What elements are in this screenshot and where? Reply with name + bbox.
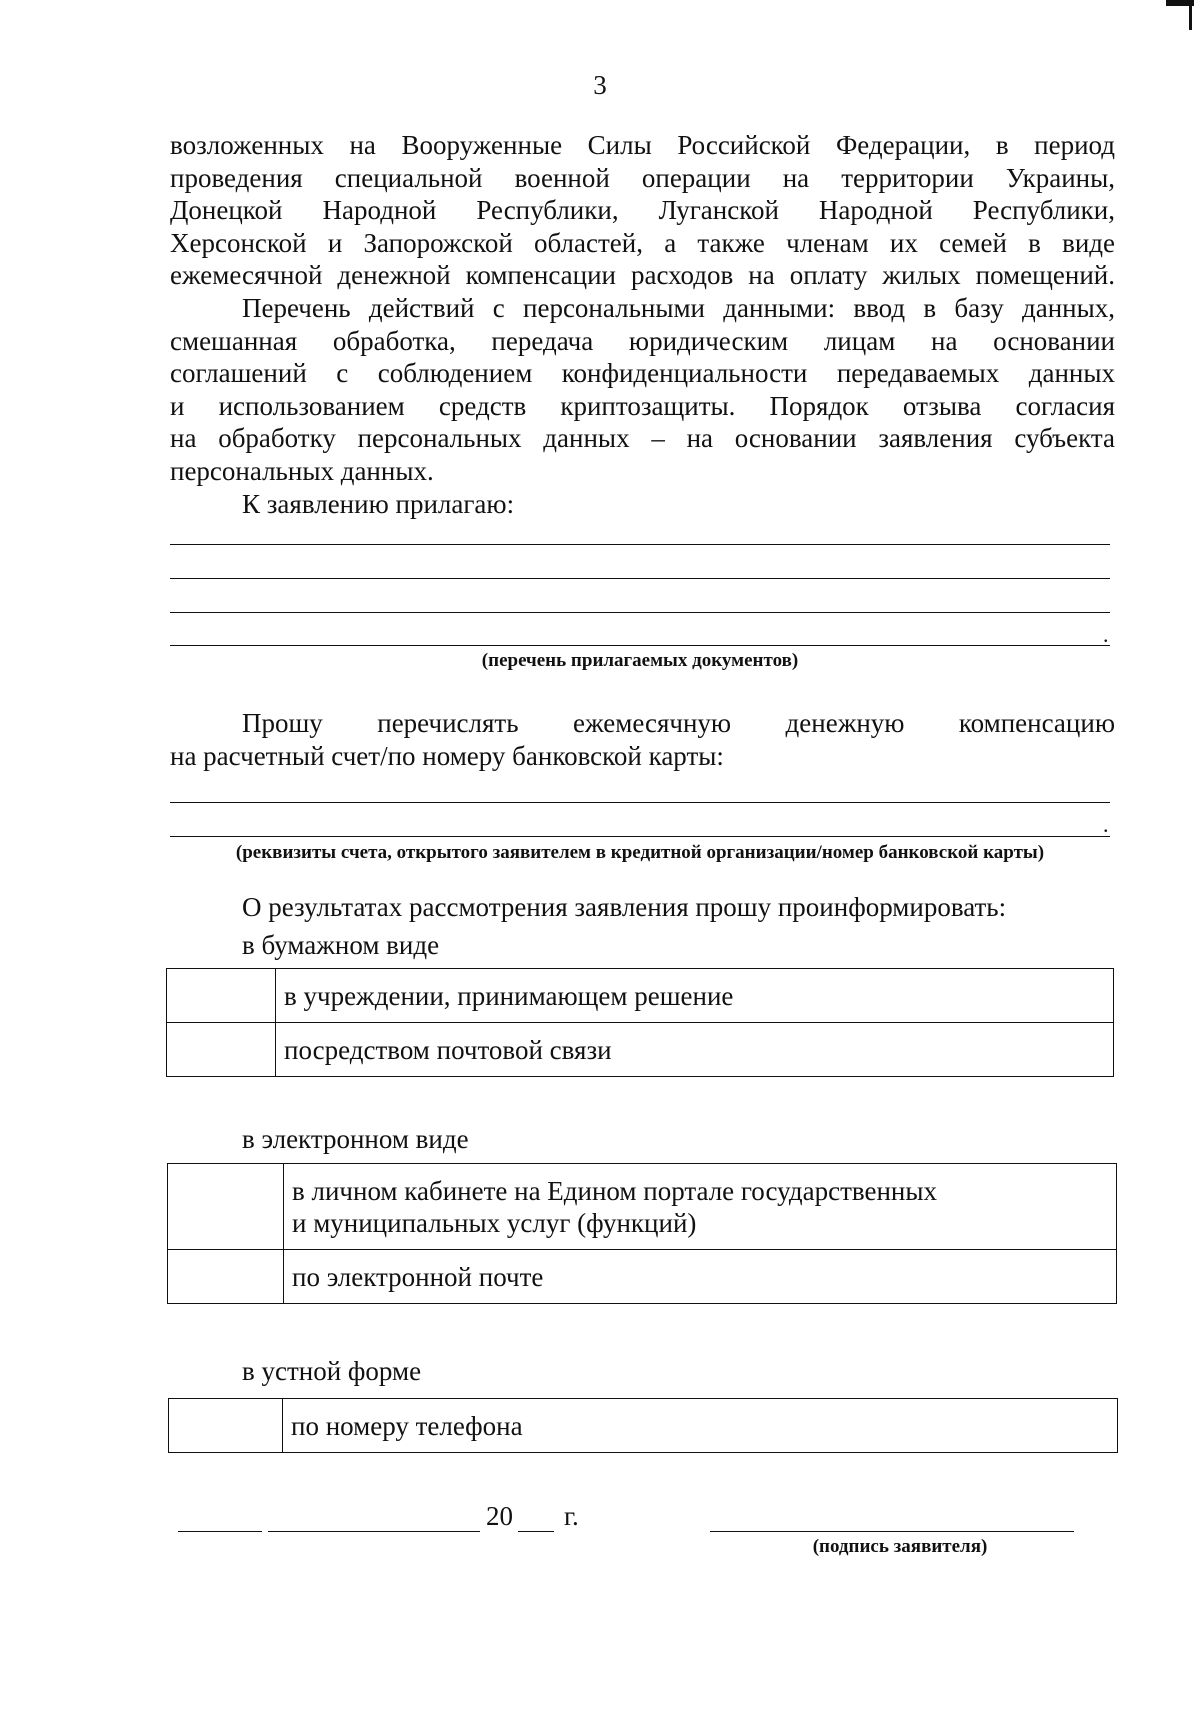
account-details-end-dot: .	[1103, 812, 1109, 837]
date-year-suffix: г.	[564, 1501, 579, 1531]
option-checkbox[interactable]	[167, 1023, 276, 1077]
option-label-line: и муниципальных услуг (функций)	[292, 1207, 697, 1238]
option-label: посредством почтовой связи	[276, 1023, 1114, 1077]
attachments-line-1[interactable]	[170, 544, 1110, 545]
paper-form-heading: в бумажном виде	[242, 930, 440, 960]
text-line: и использованием средств криптозащиты. Порядок отзыва согласия	[170, 390, 1115, 421]
attachments-end-dot: .	[1103, 622, 1109, 647]
text-line: Перечень действий с персональными данными: ввод в базу данных,	[242, 293, 1115, 323]
text-line: на расчетный счет/по номеру банковской карты:	[170, 740, 724, 771]
paragraph-continuation	[170, 129, 1115, 292]
attachments-heading: К заявлению прилагаю:	[242, 489, 515, 519]
paragraph-personal-data	[170, 292, 1115, 487]
date-year-field[interactable]	[518, 1531, 554, 1532]
attachments-line-3[interactable]	[170, 612, 1110, 613]
option-row	[169, 1399, 1118, 1453]
text-line: на обработку персональных данных – на основании заявления субъекта	[170, 423, 1115, 453]
option-checkbox[interactable]	[169, 1399, 283, 1453]
account-details-caption: (реквизиты счета, открытого заявителем в кредитной организации/номер банковской карты)	[235, 842, 1045, 863]
oral-options-table	[168, 1398, 1118, 1453]
option-checkbox[interactable]	[167, 969, 276, 1023]
text-line: смешанная обработка, передача юридическим лицам на основании	[170, 325, 1115, 356]
option-label	[284, 1164, 1117, 1250]
option-label: в учреждении, принимающем решение	[276, 969, 1114, 1023]
text-line: Херсонской и Запорожской областей, а также членам их семей в виде	[170, 227, 1115, 258]
date-day-field[interactable]	[178, 1531, 262, 1532]
inform-heading: О результатах рассмотрения заявления прошу проинформировать:	[242, 892, 1007, 922]
date-month-field[interactable]	[268, 1531, 480, 1532]
option-checkbox[interactable]	[168, 1250, 284, 1304]
account-details-line-2[interactable]	[170, 836, 1110, 837]
signature-field[interactable]	[710, 1531, 1074, 1532]
text-line: Прошу перечислять ежемесячную денежную компенсацию	[242, 708, 1115, 738]
signature-caption: (подпись заявителя)	[812, 1536, 988, 1557]
attachments-caption: (перечень прилагаемых документов)	[481, 650, 799, 671]
date-century: 20	[486, 1501, 513, 1531]
text-line: возложенных на Вооруженные Силы Российской Федерации, в период	[170, 130, 1115, 160]
option-row	[167, 969, 1114, 1023]
text-line: Донецкой Народной Республики, Луганской Народной Республики,	[170, 195, 1115, 225]
paper-options-table	[166, 968, 1114, 1077]
oral-form-heading: в устной форме	[242, 1356, 422, 1386]
option-row	[168, 1164, 1117, 1250]
page-number: 3	[593, 70, 607, 100]
electronic-form-heading: в электронном виде	[242, 1124, 469, 1154]
account-details-line-1[interactable]	[170, 802, 1110, 803]
scan-corner-mark-vertical	[1189, 0, 1192, 30]
option-checkbox[interactable]	[168, 1164, 284, 1250]
attachments-line-2[interactable]	[170, 578, 1110, 579]
text-line: ежемесячной денежной компенсации расходов на оплату жилых помещений.	[170, 260, 1115, 290]
text-line: персональных данных.	[170, 455, 434, 486]
option-label-line: в личном кабинете на Едином портале государственных	[292, 1175, 938, 1206]
option-label: по электронной почте	[284, 1250, 1117, 1304]
electronic-options-table	[167, 1163, 1117, 1304]
text-line: проведения специальной военной операции на территории Украины,	[170, 162, 1115, 193]
attachments-line-4[interactable]	[170, 645, 1110, 646]
payment-request	[170, 707, 1115, 772]
text-line: соглашений с соблюдением конфиденциальности передаваемых данных	[170, 358, 1115, 388]
option-label: по номеру телефона	[283, 1399, 1118, 1453]
option-row	[167, 1023, 1114, 1077]
option-row	[168, 1250, 1117, 1304]
